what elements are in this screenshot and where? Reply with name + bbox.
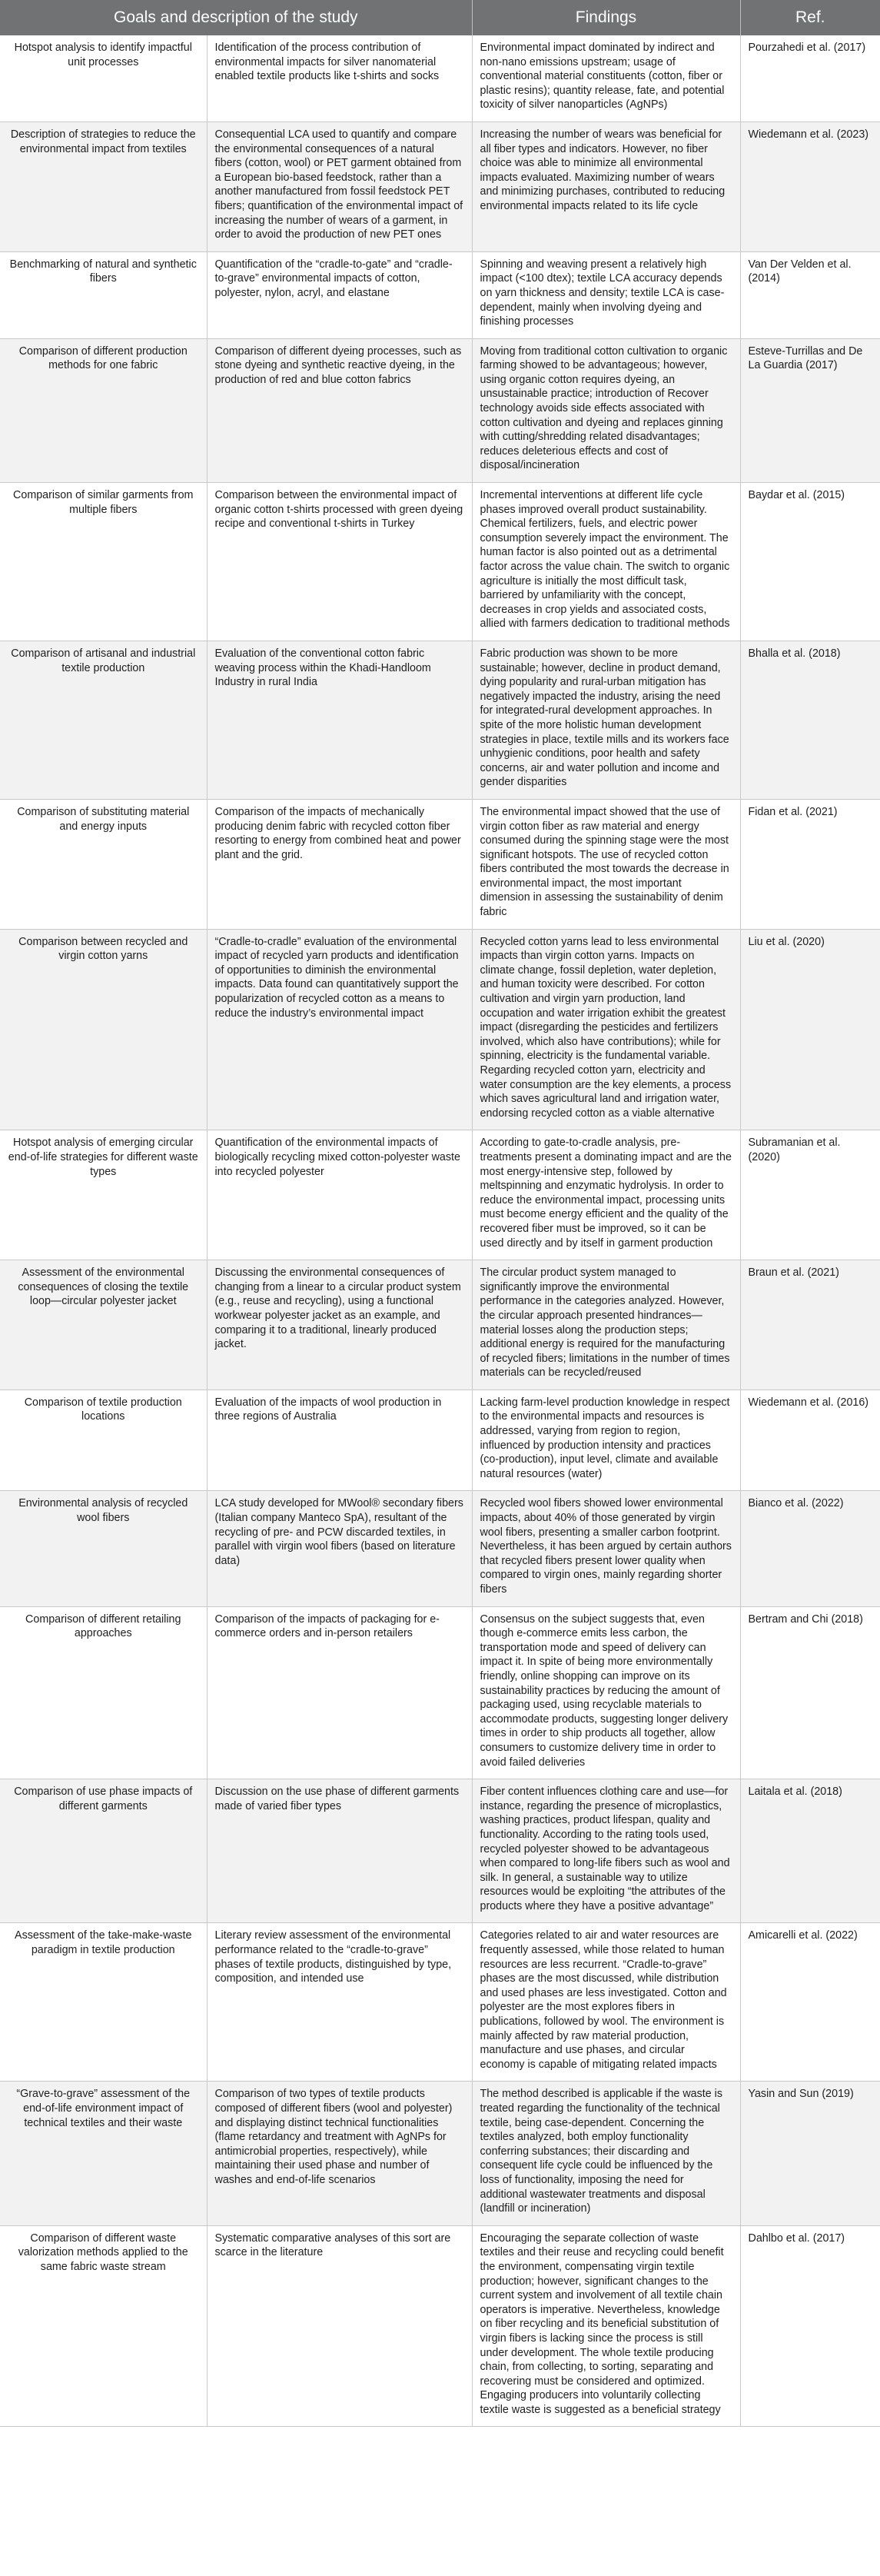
study-goal: Comparison of substituting material and energy inputs (0, 799, 207, 929)
study-findings: Lacking farm-level production knowledge in respect to the environmental impacts and resources is addressed, varying from region to region, influenced by production intensity and practices (co-production), input level, climate and available natural resources (water) (472, 1390, 740, 1491)
study-goal: Benchmarking of natural and synthetic fibers (0, 251, 207, 338)
study-goal: Comparison of use phase impacts of different garments (0, 1779, 207, 1923)
study-reference: Fidan et al. (2021) (740, 799, 880, 929)
study-description: Discussion on the use phase of different garments made of varied fiber types (207, 1779, 472, 1923)
study-findings: Categories related to air and water resources are frequently assessed, while those related to human resources are less recurrent. “Cradle-to-grave” phases are the most discussed, while distribution and used phases are less investigated. Cotton and polyester are the most explores fibers in publications, followed by wool. The environment is mainly affected by raw material production, manufacture and use phases, and circular economy is capable of mitigating related impacts (472, 1923, 740, 2082)
table-row (0, 1130, 880, 1260)
table-row (0, 338, 880, 482)
study-findings: The method described is applicable if the waste is treated regarding the functionality of the technical textile, being case-dependent. Concerning the textiles analyzed, both employ functionality conferring substances; their discarding and consequent life cycle could be influenced by the loss of functionality, imposing the need for additional wastewater treatments and disposal (landfill or incineration) (472, 2082, 740, 2225)
study-goal: Assessment of the take-make-waste paradigm in textile production (0, 1923, 207, 2082)
header-goals: Goals and description of the study (0, 0, 472, 35)
table-row (0, 251, 880, 338)
table-header-row (0, 0, 880, 35)
table-row (0, 1606, 880, 1779)
study-findings: Spinning and weaving present a relatively high impact (<100 dtex); textile LCA accuracy depends on yarn thickness and density; textile LCA is case-dependent, mainly when involving dyeing and finishing processes (472, 251, 740, 338)
study-reference: Dahlbo et al. (2017) (740, 2225, 880, 2427)
study-description: Literary review assessment of the environmental performance related to the “cradle-to-grave” phases of textile products, distinguished by type, composition, and intended use (207, 1923, 472, 2082)
study-reference: Van Der Velden et al. (2014) (740, 251, 880, 338)
table-row (0, 35, 880, 121)
study-findings: Fiber content influences clothing care and use—for instance, regarding the presence of microplastics, washing practices, product lifespan, quality and functionality. According to the rating tools used, recycled polyester showed to be advantageous when compared to long-life fibers such as wool and silk. In general, a sustainable way to utilize resources would be exploiting “the attributes of the products where they have a positive advantage” (472, 1779, 740, 1923)
study-findings: Moving from traditional cotton cultivation to organic farming showed to be advantageous; however, using organic cotton requires dyeing, an unsustainable practice; introduction of Recover technology avoids side effects associated with cotton cultivation and dyeing and replaces ginning with cutting/shredding related disadvantages; reduces deleterious effects and cost of disposal/incineration (472, 338, 740, 482)
study-findings: The circular product system managed to significantly improve the environmental performance in the categories analyzed. However, the circular approach presented hindrances—material losses along the production steps; additional energy is required for the manufacturing of recycled fibers; limitations in the number of times materials can be recycled/reused (472, 1260, 740, 1390)
study-reference: Pourzahedi et al. (2017) (740, 35, 880, 121)
study-reference: Bhalla et al. (2018) (740, 641, 880, 799)
header-findings: Findings (472, 0, 740, 35)
study-reference: Wiedemann et al. (2023) (740, 121, 880, 251)
study-findings: Consensus on the subject suggests that, even though e-commerce emits less carbon, the transportation mode and speed of delivery can impact it. In spite of being more environmentally friendly, online shopping can improve on its sustainability practices by reducing the amount of packaging used, using recyclable materials to accommodate products, suggesting longer delivery times in order to ship products all together, allow consumers to customize delivery time in order to avoid failed deliveries (472, 1606, 740, 1779)
table-row (0, 2082, 880, 2225)
header-ref: Ref. (740, 0, 880, 35)
study-description: Comparison of different dyeing processes, such as stone dyeing and synthetic reactive dyeing, in the production of red and blue cotton fabrics (207, 338, 472, 482)
study-description: Identification of the process contribution of environmental impacts for silver nanomaterial enabled textile products like t-shirts and socks (207, 35, 472, 121)
table-row (0, 1260, 880, 1390)
study-goal: Comparison of different retailing approaches (0, 1606, 207, 1779)
table-row (0, 799, 880, 929)
study-description: Quantification of the environmental impacts of biologically recycling mixed cotton-polyester waste into recycled polyester (207, 1130, 472, 1260)
table-body (0, 35, 880, 2427)
study-findings: According to gate-to-cradle analysis, pre-treatments present a dominating impact and are the most energy-intensive step, followed by meltspinning and enzymatic hydrolysis. In order to reduce the environmental impact, processing units must become energy efficient and the quality of the recovered fiber must be improved, so it can be used directly and by itself in garment production (472, 1130, 740, 1260)
study-goal: Comparison of artisanal and industrial textile production (0, 641, 207, 799)
table-row (0, 641, 880, 799)
table-row (0, 1923, 880, 2082)
study-findings: The environmental impact showed that the use of virgin cotton fiber as raw material and energy consumed during the spinning stage were the most significant hotspots. The use of recycled cotton fibers contributed the most towards the decrease in environmental impact, the most important dimension in assessing the sustainability of denim fabric (472, 799, 740, 929)
study-findings: Fabric production was shown to be more sustainable; however, decline in product demand, dying popularity and rural-urban mitigation has negatively impacted the industry, arising the need for integrated-rural development approaches. In spite of the more holistic human development strategies in place, textile mills and its workers face unhygienic conditions, poor health and safety concerns, air and water pollution and income and gender disparities (472, 641, 740, 799)
study-description: Systematic comparative analyses of this sort are scarce in the literature (207, 2225, 472, 2427)
study-reference: Wiedemann et al. (2016) (740, 1390, 880, 1491)
study-findings: Environmental impact dominated by indirect and non-nano emissions upstream; usage of conventional material constituents (cotton, fiber or plastic resins); quantity release, fate, and potential toxicity of silver nanoparticles (AgNPs) (472, 35, 740, 121)
table-row (0, 929, 880, 1130)
table-row (0, 121, 880, 251)
table-row (0, 1390, 880, 1491)
study-description: Comparison of the impacts of packaging for e-commerce orders and in-person retailers (207, 1606, 472, 1779)
study-goal: Environmental analysis of recycled wool fibers (0, 1491, 207, 1606)
study-goal: Comparison of different waste valorization methods applied to the same fabric waste stream (0, 2225, 207, 2427)
study-findings: Recycled cotton yarns lead to less environmental impacts than virgin cotton yarns. Impacts on climate change, fossil depletion, water depletion, and human toxicity were described. For cotton cultivation and virgin yarn production, land occupation and water irrigation exhibit the greatest impact (disregarding the pesticides and fertilizers involved, which also have contributions); while for spinning, electricity is the fundamental variable. Regarding recycled cotton yarn, electricity and water consumption are the key elements, a process which saves agricultural land and irrigation water, endorsing recycled cotton as a viable alternative (472, 929, 740, 1130)
study-reference: Amicarelli et al. (2022) (740, 1923, 880, 2082)
study-description: Comparison of two types of textile products composed of different fibers (wool and polyester) and displaying distinct technical functionalities (flame retardancy and treatment with AgNPs for antimicrobial properties, respectively), while maintaining their used phase and number of washes and end-of-life scenarios (207, 2082, 472, 2225)
study-reference: Bianco et al. (2022) (740, 1491, 880, 1606)
study-goal: Comparison of similar garments from multiple fibers (0, 483, 207, 641)
study-reference: Yasin and Sun (2019) (740, 2082, 880, 2225)
table-row (0, 2225, 880, 2427)
study-goal: Hotspot analysis of emerging circular end-of-life strategies for different waste types (0, 1130, 207, 1260)
table-row (0, 483, 880, 641)
table-row (0, 1491, 880, 1606)
study-description: Quantification of the “cradle-to-gate” and “cradle-to-grave” environmental impacts of cotton, polyester, nylon, acryl, and elastane (207, 251, 472, 338)
study-goal: Assessment of the environmental consequences of closing the textile loop—circular polyester jacket (0, 1260, 207, 1390)
study-description: Consequential LCA used to quantify and compare the environmental consequences of a natural fibers (cotton, wool) or PET garment obtained from a European bio-based feedstock, rather than a another manufactured from fossil feedstock PET fibers; quantification of the environmental impact of increasing the number of wears of a garment, in order to avoid the production of new PET ones (207, 121, 472, 251)
study-reference: Braun et al. (2021) (740, 1260, 880, 1390)
study-description: Comparison between the environmental impact of organic cotton t-shirts processed with green dyeing recipe and conventional t-shirts in Turkey (207, 483, 472, 641)
study-findings: Incremental interventions at different life cycle phases improved overall product sustainability. Chemical fertilizers, fuels, and electric power consumption severely impact the environment. The human factor is also pointed out as a detrimental factor across the value chain. The switch to organic agriculture is initially the most difficult task, barriered by unfamiliarity with the concept, decreases in crop yields and associated costs, allied with farmers dedication to traditional methods (472, 483, 740, 641)
study-description: Evaluation of the impacts of wool production in three regions of Australia (207, 1390, 472, 1491)
study-goal: Description of strategies to reduce the environmental impact from textiles (0, 121, 207, 251)
study-reference: Baydar et al. (2015) (740, 483, 880, 641)
study-reference: Liu et al. (2020) (740, 929, 880, 1130)
study-description: LCA study developed for MWool® secondary fibers (Italian company Manteco SpA), resultant of the recycling of pre- and PCW discarded textiles, in parallel with virgin wool fibers (based on literature data) (207, 1491, 472, 1606)
table-row (0, 1779, 880, 1923)
study-reference: Esteve-Turrillas and De La Guardia (2017) (740, 338, 880, 482)
study-description: Comparison of the impacts of mechanically producing denim fabric with recycled cotton fiber resorting to energy from combined heat and power plant and the grid. (207, 799, 472, 929)
study-goal: Comparison of different production methods for one fabric (0, 338, 207, 482)
study-reference: Laitala et al. (2018) (740, 1779, 880, 1923)
study-goal: Hotspot analysis to identify impactful unit processes (0, 35, 207, 121)
study-reference: Subramanian et al. (2020) (740, 1130, 880, 1260)
study-description: Discussing the environmental consequences of changing from a linear to a circular product system (e.g., reuse and recycling), using a functional workwear polyester jacket as an example, and comparing it to a traditional, linearly produced jacket. (207, 1260, 472, 1390)
study-reference: Bertram and Chi (2018) (740, 1606, 880, 1779)
study-findings: Recycled wool fibers showed lower environmental impacts, about 40% of those generated by virgin wool fibers, presenting a smaller carbon footprint. Nevertheless, it has been argued by certain authors that recycled fibers present lower quality when compared to virgin ones, mainly regarding shorter fibers (472, 1491, 740, 1606)
study-description: Evaluation of the conventional cotton fabric weaving process within the Khadi-Handloom Industry in rural India (207, 641, 472, 799)
study-findings: Increasing the number of wears was beneficial for all fiber types and indicators. However, no fiber choice was able to minimize all environmental impacts evaluated. Maximizing number of wears and minimizing purchases, contributed to reducing environmental impacts related to its life cycle (472, 121, 740, 251)
study-description: “Cradle-to-cradle” evaluation of the environmental impact of recycled yarn products and identification of opportunities to diminish the environmental impacts. Data found can quantitatively support the popularization of recycled cotton as a means to reduce the industry’s environmental impact (207, 929, 472, 1130)
study-goal: Comparison of textile production locations (0, 1390, 207, 1491)
study-goal: “Grave-to-grave” assessment of the end-of-life environment impact of technical textiles and their waste (0, 2082, 207, 2225)
study-findings: Encouraging the separate collection of waste textiles and their reuse and recycling could benefit the environment, compensating virgin textile production; however, significant changes to the current system and involvement of all textile chain operators is imperative. Nevertheless, knowledge on fiber recycling and its beneficial substitution of virgin fibers is lacking since the process is still under development. The whole textile producing chain, from collecting, to sorting, separating and recovering must be considered and optimized. Engaging producers into voluntarily collecting textile waste is suggested as a beneficial strategy (472, 2225, 740, 2427)
study-goal: Comparison between recycled and virgin cotton yarns (0, 929, 207, 1130)
